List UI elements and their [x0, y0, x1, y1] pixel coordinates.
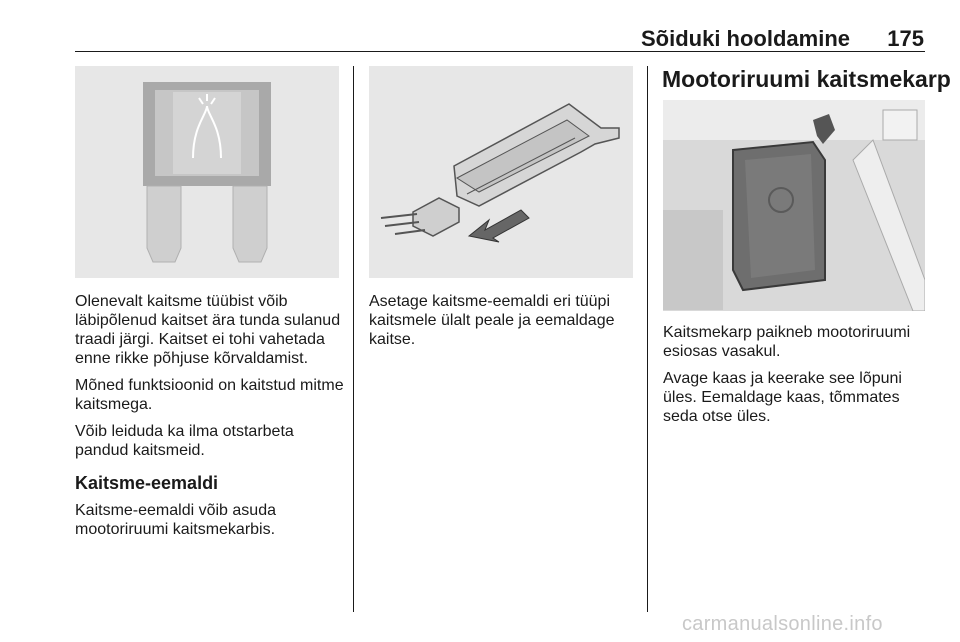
column-2-text [369, 292, 634, 357]
subheading-fuse-puller: Kaitsme-eemaldi [75, 473, 219, 493]
paragraph-fuse-box-location: Kaitsmekarp paikneb mootoriruumi esiosas vasakul. [663, 324, 911, 360]
paragraph-multiple-fuses: Mõned funktsioonid on kaitstud mitme kaitsmega. [75, 377, 344, 413]
running-header-title: Sõiduki hooldamine [640, 26, 850, 51]
paragraph-open-cover: Avage kaas ja keerake see lõpuni üles. Eemaldage kaas, tõmmates seda otse üles. [663, 370, 902, 425]
paragraph-fuse-type: Olenevalt kaitsme tüübist võib läbipõlenud kaitset ära tunda sulanud traadi järgi. Kaitset ei tohi vahetada enne rikke põhjuse kõrvaldamist. [75, 293, 341, 367]
column-divider-1 [353, 66, 354, 612]
paragraph-spare-fuses: Võib leiduda ka ilma otstarbeta pandud kaitsmeid. [75, 423, 294, 459]
paragraph-fuse-puller-location: Kaitsme-eemaldi võib asuda mootoriruumi kaitsmekarbis. [75, 502, 276, 538]
header-rule [75, 51, 925, 52]
fuse-box-photo [663, 100, 925, 311]
column-divider-2 [647, 66, 648, 612]
section-heading-engine-fuse-box: Mootoriruumi kaitsmekarp [662, 66, 951, 92]
column-3-text [663, 323, 928, 434]
fuse-puller-illustration [369, 66, 633, 278]
paragraph-fuse-removal: Asetage kaitsme-eemaldi eri tüüpi kaitsmele ülalt peale ja eemaldage kaitse. [369, 293, 615, 348]
column-1-text [75, 292, 345, 547]
page-number: 175 [887, 26, 924, 51]
fuse-illustration [75, 66, 339, 278]
watermark: carmanualsonline.info [682, 613, 883, 635]
